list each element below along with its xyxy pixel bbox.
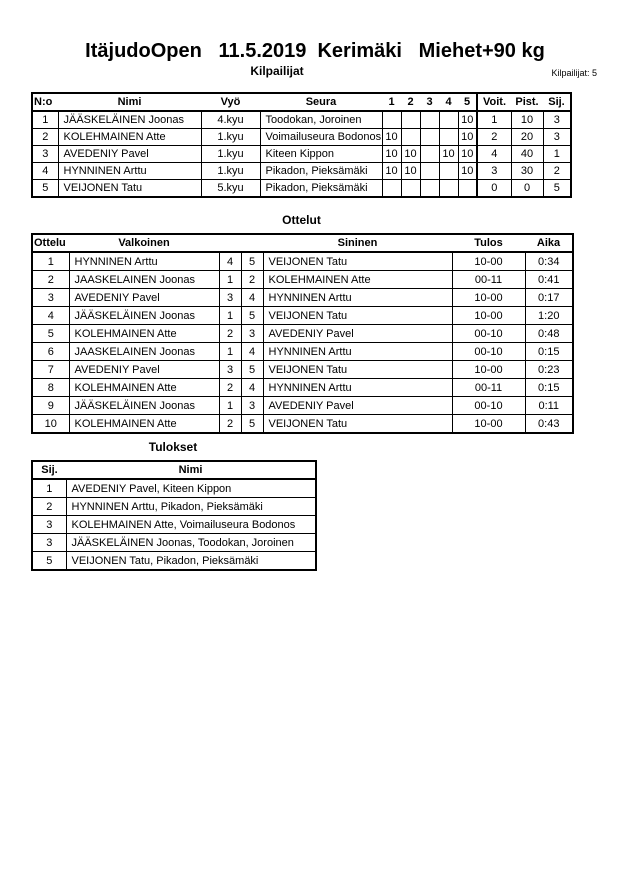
final-place-cell: 3 bbox=[32, 534, 66, 552]
result-row bbox=[32, 552, 316, 571]
blue-number-cell: 5 bbox=[241, 415, 263, 434]
match-result-cell: 00-10 bbox=[452, 397, 525, 415]
match-number-cell: 3 bbox=[32, 289, 69, 307]
blue-number-cell: 4 bbox=[241, 289, 263, 307]
white-number-cell: 2 bbox=[219, 379, 241, 397]
col-header-time: Aika bbox=[525, 234, 573, 252]
match-result-cell: 00-11 bbox=[452, 379, 525, 397]
match-row bbox=[32, 361, 573, 379]
blue-player-cell: HYNNINEN Arttu bbox=[263, 379, 452, 397]
white-player-cell: KOLEHMAINEN Atte bbox=[69, 415, 219, 434]
competitor-name-cell: KOLEHMAINEN Atte bbox=[58, 129, 201, 146]
match-result-cell: 00-10 bbox=[452, 343, 525, 361]
final-name-cell: KOLEHMAINEN Atte, Voimailuseura Bodonos bbox=[66, 516, 316, 534]
round-result-cell bbox=[439, 180, 458, 198]
white-player-cell: JAASKELAINEN Joonas bbox=[69, 343, 219, 361]
blue-number-cell: 5 bbox=[241, 252, 263, 271]
match-number-cell: 8 bbox=[32, 379, 69, 397]
white-player-cell: AVEDENIY Pavel bbox=[69, 361, 219, 379]
white-player-cell: JAASKELAINEN Joonas bbox=[69, 271, 219, 289]
round-result-cell bbox=[439, 163, 458, 180]
round-result-cell bbox=[401, 180, 420, 198]
match-time-cell: 0:41 bbox=[525, 271, 573, 289]
col-header-final-place: Sij. bbox=[32, 461, 66, 479]
competitor-number-cell: 1 bbox=[32, 111, 58, 129]
round-result-cell: 10 bbox=[458, 129, 477, 146]
col-header-blue-number bbox=[241, 234, 263, 252]
place-cell: 5 bbox=[543, 180, 571, 198]
competitors-caption: Kilpailijat bbox=[250, 64, 304, 78]
competitor-row bbox=[32, 111, 571, 129]
place-cell: 3 bbox=[543, 111, 571, 129]
white-number-cell: 4 bbox=[219, 252, 241, 271]
white-number-cell: 3 bbox=[219, 289, 241, 307]
col-header-round-3: 3 bbox=[420, 93, 439, 111]
wins-cell: 0 bbox=[477, 180, 511, 198]
round-result-cell bbox=[420, 129, 439, 146]
col-header-round-1: 1 bbox=[382, 93, 401, 111]
match-number-cell: 9 bbox=[32, 397, 69, 415]
match-result-cell: 00-10 bbox=[452, 325, 525, 343]
match-row bbox=[32, 252, 573, 271]
white-number-cell: 1 bbox=[219, 343, 241, 361]
col-header-round-2: 2 bbox=[401, 93, 420, 111]
match-row bbox=[32, 415, 573, 434]
match-number-cell: 2 bbox=[32, 271, 69, 289]
blue-player-cell: VEIJONEN Tatu bbox=[263, 415, 452, 434]
belt-cell: 4.kyu bbox=[201, 111, 260, 129]
blue-player-cell: KOLEHMAINEN Atte bbox=[263, 271, 452, 289]
competitor-name-cell: VEIJONEN Tatu bbox=[58, 180, 201, 198]
match-result-cell: 10-00 bbox=[452, 307, 525, 325]
club-cell: Kiteen Kippon bbox=[260, 146, 382, 163]
round-result-cell bbox=[439, 129, 458, 146]
match-row bbox=[32, 289, 573, 307]
competitor-name-cell: JÄÄSKELÄINEN Joonas bbox=[58, 111, 201, 129]
match-number-cell: 5 bbox=[32, 325, 69, 343]
match-row bbox=[32, 379, 573, 397]
match-number-cell: 1 bbox=[32, 252, 69, 271]
final-name-cell: VEIJONEN Tatu, Pikadon, Pieksämäki bbox=[66, 552, 316, 571]
white-player-cell: JÄÄSKELÄINEN Joonas bbox=[69, 397, 219, 415]
result-row bbox=[32, 534, 316, 552]
col-header-club: Seura bbox=[260, 93, 382, 111]
round-result-cell bbox=[458, 180, 477, 198]
points-cell: 20 bbox=[511, 129, 543, 146]
col-header-belt: Vyö bbox=[201, 93, 260, 111]
round-result-cell: 10 bbox=[458, 146, 477, 163]
place-cell: 2 bbox=[543, 163, 571, 180]
round-result-cell: 10 bbox=[382, 146, 401, 163]
match-time-cell: 0:23 bbox=[525, 361, 573, 379]
white-player-cell: AVEDENIY Pavel bbox=[69, 289, 219, 307]
white-number-cell: 1 bbox=[219, 271, 241, 289]
results-caption: Tulokset bbox=[148, 440, 198, 454]
matches-header-row bbox=[32, 234, 573, 252]
competitor-row bbox=[32, 180, 571, 198]
points-cell: 30 bbox=[511, 163, 543, 180]
blue-number-cell: 2 bbox=[241, 271, 263, 289]
col-header-white: Valkoinen bbox=[69, 234, 219, 252]
competitor-row bbox=[32, 129, 571, 146]
white-number-cell: 2 bbox=[219, 415, 241, 434]
round-result-cell bbox=[420, 111, 439, 129]
competitor-name-cell: HYNNINEN Arttu bbox=[58, 163, 201, 180]
competitor-count-label: Kilpailijat: 5 bbox=[551, 68, 597, 78]
match-row bbox=[32, 307, 573, 325]
match-number-cell: 6 bbox=[32, 343, 69, 361]
blue-player-cell: HYNNINEN Arttu bbox=[263, 343, 452, 361]
round-result-cell: 10 bbox=[401, 146, 420, 163]
match-row bbox=[32, 397, 573, 415]
match-result-cell: 10-00 bbox=[452, 289, 525, 307]
points-cell: 40 bbox=[511, 146, 543, 163]
match-time-cell: 1:20 bbox=[525, 307, 573, 325]
club-cell: Voimailuseura Bodonos bbox=[260, 129, 382, 146]
blue-number-cell: 3 bbox=[241, 325, 263, 343]
result-row bbox=[32, 479, 316, 498]
points-cell: 0 bbox=[511, 180, 543, 198]
match-time-cell: 0:48 bbox=[525, 325, 573, 343]
competitor-name-cell: AVEDENIY Pavel bbox=[58, 146, 201, 163]
round-result-cell: 10 bbox=[439, 146, 458, 163]
col-header-wins: Voit. bbox=[477, 93, 511, 111]
round-result-cell bbox=[420, 163, 439, 180]
white-player-cell: HYNNINEN Arttu bbox=[69, 252, 219, 271]
col-header-result: Tulos bbox=[452, 234, 525, 252]
round-result-cell: 10 bbox=[458, 111, 477, 129]
col-header-final-name: Nimi bbox=[66, 461, 316, 479]
result-row bbox=[32, 498, 316, 516]
blue-number-cell: 3 bbox=[241, 397, 263, 415]
club-cell: Toodokan, Joroinen bbox=[260, 111, 382, 129]
col-header-name: Nimi bbox=[58, 93, 201, 111]
points-cell: 10 bbox=[511, 111, 543, 129]
round-result-cell: 10 bbox=[382, 129, 401, 146]
club-cell: Pikadon, Pieksämäki bbox=[260, 180, 382, 198]
wins-cell: 1 bbox=[477, 111, 511, 129]
white-number-cell: 1 bbox=[219, 307, 241, 325]
matches-table bbox=[31, 233, 574, 434]
wins-cell: 3 bbox=[477, 163, 511, 180]
club-cell: Pikadon, Pieksämäki bbox=[260, 163, 382, 180]
competitor-number-cell: 3 bbox=[32, 146, 58, 163]
round-result-cell bbox=[420, 146, 439, 163]
col-header-points: Pist. bbox=[511, 93, 543, 111]
final-place-cell: 2 bbox=[32, 498, 66, 516]
col-header-place: Sij. bbox=[543, 93, 571, 111]
belt-cell: 1.kyu bbox=[201, 146, 260, 163]
white-number-cell: 1 bbox=[219, 397, 241, 415]
competitor-number-cell: 4 bbox=[32, 163, 58, 180]
blue-player-cell: HYNNINEN Arttu bbox=[263, 289, 452, 307]
white-player-cell: JÄÄSKELÄINEN Joonas bbox=[69, 307, 219, 325]
final-place-cell: 3 bbox=[32, 516, 66, 534]
round-result-cell bbox=[439, 111, 458, 129]
round-result-cell bbox=[382, 111, 401, 129]
belt-cell: 1.kyu bbox=[201, 129, 260, 146]
competitor-number-cell: 2 bbox=[32, 129, 58, 146]
col-header-number: N:o bbox=[32, 93, 58, 111]
match-time-cell: 0:43 bbox=[525, 415, 573, 434]
match-row bbox=[32, 325, 573, 343]
belt-cell: 1.kyu bbox=[201, 163, 260, 180]
round-result-cell: 10 bbox=[382, 163, 401, 180]
competitor-row bbox=[32, 146, 571, 163]
results-table bbox=[31, 460, 317, 571]
col-header-white-number bbox=[219, 234, 241, 252]
match-time-cell: 0:11 bbox=[525, 397, 573, 415]
match-number-cell: 10 bbox=[32, 415, 69, 434]
final-name-cell: AVEDENIY Pavel, Kiteen Kippon bbox=[66, 479, 316, 498]
match-result-cell: 10-00 bbox=[452, 252, 525, 271]
col-header-blue: Sininen bbox=[263, 234, 452, 252]
results-header-row bbox=[32, 461, 316, 479]
matches-caption: Ottelut bbox=[282, 213, 321, 227]
competitor-row bbox=[32, 163, 571, 180]
white-number-cell: 3 bbox=[219, 361, 241, 379]
blue-number-cell: 5 bbox=[241, 307, 263, 325]
white-player-cell: KOLEHMAINEN Atte bbox=[69, 325, 219, 343]
match-row bbox=[32, 343, 573, 361]
blue-player-cell: AVEDENIY Pavel bbox=[263, 325, 452, 343]
final-place-cell: 1 bbox=[32, 479, 66, 498]
competitors-table bbox=[31, 92, 572, 198]
final-name-cell: JÄÄSKELÄINEN Joonas, Toodokan, Joroinen bbox=[66, 534, 316, 552]
round-result-cell bbox=[401, 129, 420, 146]
wins-cell: 2 bbox=[477, 129, 511, 146]
competitors-header-row bbox=[32, 93, 571, 111]
belt-cell: 5.kyu bbox=[201, 180, 260, 198]
round-result-cell bbox=[420, 180, 439, 198]
blue-player-cell: VEIJONEN Tatu bbox=[263, 307, 452, 325]
wins-cell: 4 bbox=[477, 146, 511, 163]
match-number-cell: 4 bbox=[32, 307, 69, 325]
match-time-cell: 0:17 bbox=[525, 289, 573, 307]
round-result-cell: 10 bbox=[458, 163, 477, 180]
final-name-cell: HYNNINEN Arttu, Pikadon, Pieksämäki bbox=[66, 498, 316, 516]
match-time-cell: 0:34 bbox=[525, 252, 573, 271]
match-row bbox=[32, 271, 573, 289]
blue-player-cell: VEIJONEN Tatu bbox=[263, 361, 452, 379]
white-number-cell: 2 bbox=[219, 325, 241, 343]
blue-player-cell: AVEDENIY Pavel bbox=[263, 397, 452, 415]
blue-player-cell: VEIJONEN Tatu bbox=[263, 252, 452, 271]
white-player-cell: KOLEHMAINEN Atte bbox=[69, 379, 219, 397]
col-header-match: Ottelu bbox=[32, 234, 69, 252]
competitor-number-cell: 5 bbox=[32, 180, 58, 198]
match-result-cell: 10-00 bbox=[452, 415, 525, 434]
round-result-cell: 10 bbox=[401, 163, 420, 180]
page-title: ItäjudoOpen 11.5.2019 Kerimäki Miehet+90 kg bbox=[85, 40, 545, 62]
place-cell: 1 bbox=[543, 146, 571, 163]
col-header-round-5: 5 bbox=[458, 93, 477, 111]
result-row bbox=[32, 516, 316, 534]
final-place-cell: 5 bbox=[32, 552, 66, 571]
round-result-cell bbox=[401, 111, 420, 129]
place-cell: 3 bbox=[543, 129, 571, 146]
blue-number-cell: 5 bbox=[241, 361, 263, 379]
blue-number-cell: 4 bbox=[241, 343, 263, 361]
match-time-cell: 0:15 bbox=[525, 343, 573, 361]
match-number-cell: 7 bbox=[32, 361, 69, 379]
round-result-cell bbox=[382, 180, 401, 198]
match-result-cell: 10-00 bbox=[452, 361, 525, 379]
match-time-cell: 0:15 bbox=[525, 379, 573, 397]
match-result-cell: 00-11 bbox=[452, 271, 525, 289]
col-header-round-4: 4 bbox=[439, 93, 458, 111]
blue-number-cell: 4 bbox=[241, 379, 263, 397]
